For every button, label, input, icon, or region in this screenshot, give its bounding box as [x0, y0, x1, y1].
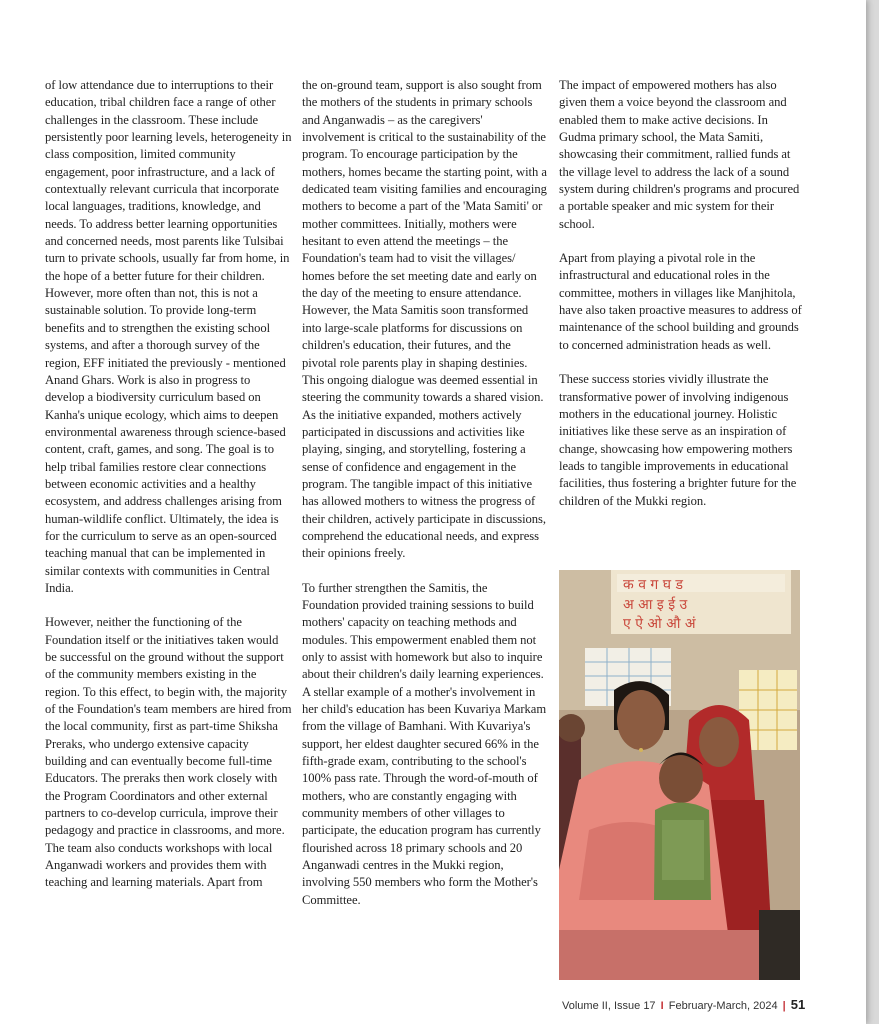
photo-illustration — [559, 570, 800, 980]
issue-label: Volume II, Issue 17 — [562, 1000, 656, 1012]
text-column-3 — [559, 77, 804, 527]
mothers-and-children-photo — [559, 570, 800, 980]
paragraph: These success stories vividly illustrate the transformative power of involving indigenous mothers in the educational journey. Holistic initiatives like these serve as an inspiration of change, showcasing how empowering mothers leads to tangible improvements in educational facilities, thus fostering a brighter future for the children of the Mukki region. — [559, 372, 797, 508]
text-column-1 — [45, 77, 292, 909]
page-number: 51 — [790, 997, 806, 1012]
paragraph: Apart from playing a pivotal role in the infrastructural and educational roles in the committee, mothers in villages like Manjhitola, have also taken proactive measures to address of maintenance of the school building and grounds to concerned administration heads as well. — [559, 251, 802, 352]
paragraph: of low attendance due to interruptions to their education, tribal children face a range of other challenges in the classroom. These include persistently poor learning levels, heterogeneity in class composition, limited community engagement, poor infrastructure, and a lack of contextually relevant curricula that incorporate local languages, traditions, knowledge, and needs. To address better learning opportunities and concerned needs, most parents like Tulsibai turn to private schools, usually far from home, in the hope of a better future for their children. However, more often than not, this is not a sustainable solution. To provide long-term benefits and to strengthen the existing school systems, and after a thorough survey of the region, EFF initiated the previously - mentioned Anand Ghars. Work is also in progress to develop a biodiversity curriculum based on Kanha's unique ecology, which aims to deepen environmental awareness through science-based content, craft, games, and song. The goal is to help tribal families restore clear connections between economic activities and a healthy ecosystem, and address challenges arising from human-wildlife conflict. Ultimately, the idea is for the curriculum to serve as an open-sourced teaching manual that can be implemented in similar contexts with communities in Central India. — [45, 78, 292, 595]
separator-bar: | — [782, 1000, 786, 1012]
chart-row: क व ग घ ड — [623, 577, 683, 593]
separator: I — [660, 1000, 664, 1012]
alphabet-wall-chart — [611, 570, 791, 634]
chart-row: अ आ इ ई उ — [623, 597, 688, 613]
child — [654, 753, 711, 901]
page-footer — [562, 997, 806, 1012]
text-column-2 — [302, 77, 547, 926]
paragraph: However, neither the functioning of the Foundation itself or the initiatives taken would be successful on the ground without the support of the community members existing in the region. To this effect, to begin with, the majority of the Foundation's team members are hired from the local community, first as part-time Shiksha Preraks, who undergo extensive capacity building and can eventually become full-time Educators. The preraks then work closely with the Program Coordinators and other external partners to co-develop curricula, improve their pedagogy and practice in classrooms, and more. The team also conducts workshops with local Anganwadi workers and provides them with teaching and learning materials. Apart from — [45, 615, 292, 890]
issue-date: February-March, 2024 — [668, 1000, 778, 1012]
chart-row: ए ऐ ओ औ अं — [623, 616, 696, 632]
paragraph: The impact of empowered mothers has also given them a voice beyond the classroom and enabled them to make active decisions. In Gudma primary school, the Mata Samiti, showcasing their commitment, rallied funds at the village level to address the lack of a sound system during children's programs and procured a portable speaker and mic system for their school. — [559, 78, 800, 231]
paragraph: the on-ground team, support is also sought from the mothers of the students in primary schools and Anganwadis – as the caregivers' involvement is critical to the sustainability of the program. To encourage participation by the mothers, homes became the starting point, with a dedicated team visiting families and encouraging mothers to become a part of the 'Mata Samiti' or mother committees. Initially, mothers were hesitant to even attend the meetings – the Foundation's team had to visit the villages/ homes before the set meeting date and early on the day of the meeting to ensure attendance. However, the Mata Samitis soon transformed into large-scale platforms for discussions on children's education, their futures, and the pivotal role parents play in shaping destinies. This ongoing dialogue was deemed essential in steering the community towards a shared vision. As the initiative expanded, mothers actively participated in discussions and activities like playing, singing, and storytelling, fostering a sense of confidence and engagement in the program. The tangible impact of this initiative has allowed mothers to witness the progress of their children, actively participate in discussions, comprehend the educational needs, and express their opinions freely. — [302, 78, 547, 561]
paragraph: To further strengthen the Samitis, the Foundation provided training sessions to build mothers' capacity on teaching methods and modules. This empowerment enabled them not only to assist with homework but also to inquire about their children's daily learning experiences. A stellar example of a mother's involvement in her child's education has been Kuvariya Markam from the village of Bamhani. With Kuvariya's support, her eldest daughter secured 66% in the fifth-grade exam, contributing to the school's 100% pass rate. Through the word-of-mouth of mothers, who are constantly engaging with community members of other villages to participate, the education program has currently flourished across 18 primary schools and 20 Anganwadi centres in the Mukki region, involving 550 members who form the Mother's Committee. — [302, 580, 547, 907]
